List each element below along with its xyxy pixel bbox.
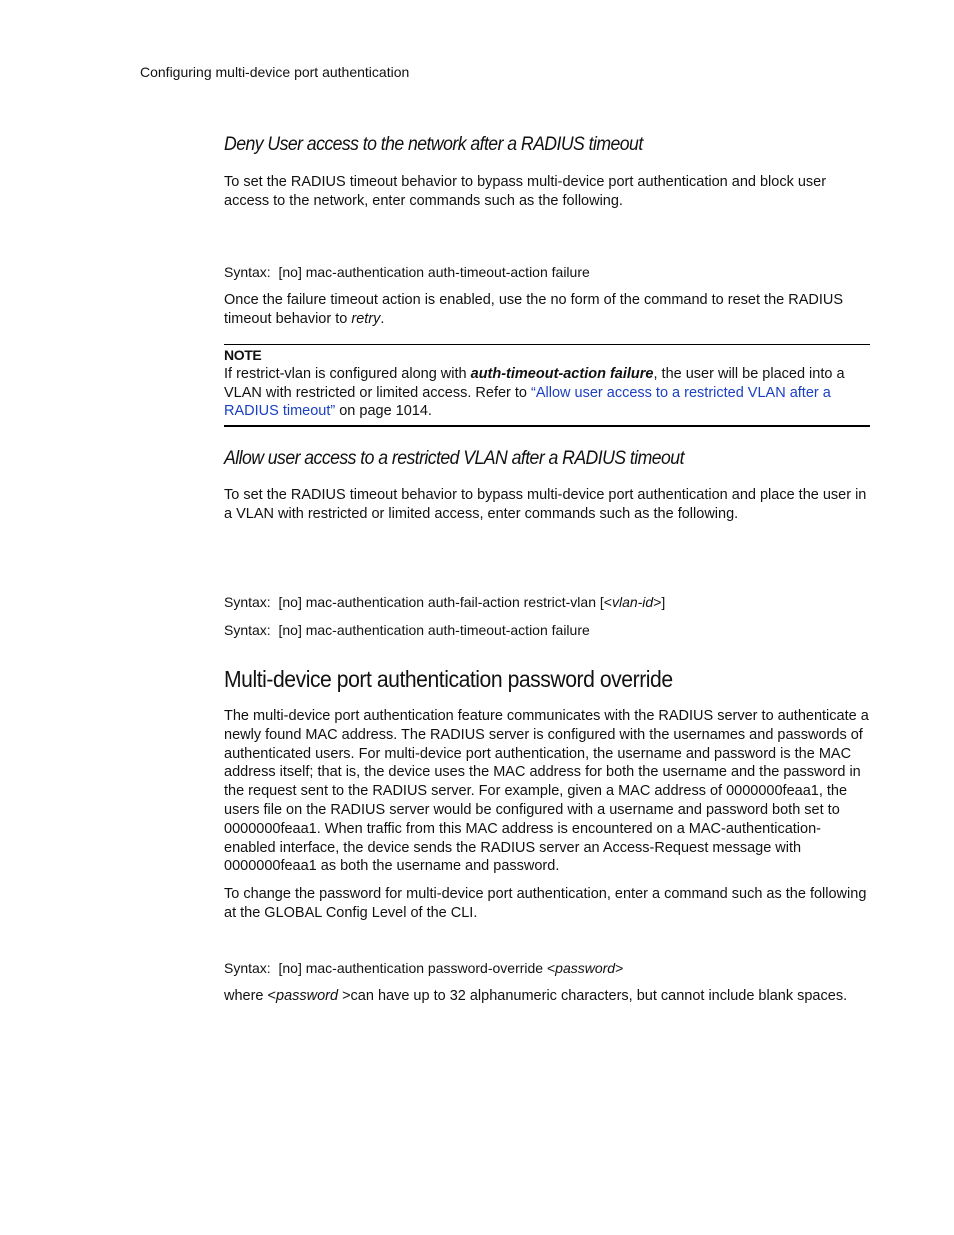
- syntax-bracket-open: [<: [595, 594, 612, 610]
- text-run: Once the failure timeout action is enabled, use the: [224, 292, 551, 308]
- syntax-label: Syntax:: [224, 264, 271, 280]
- running-header: Configuring multi-device port authentication: [140, 64, 410, 80]
- note-top-rule: [224, 344, 870, 345]
- keyword-restrict-vlan: restrict-vlan: [236, 366, 312, 382]
- paragraph-password-description: The multi-device port authentication feature communicates with the RADIUS server to authenticate a newly found MAC address. The RADIUS server is configured with the usernames and passwords of authenticated users. For multi-device port authentication, the username and password is the MAC address itself; that is, the device uses the MAC address for both the username and the password in the request sent to the RADIUS server. For example, given a MAC address of 0000000feaa1, the users file on the RADIUS server would be configured with a username and password both set to 0000000feaa1. When traffic from this MAC address is encountered on a MAC-authentication-enabled interface, the device sends the RADIUS server an Access-Request message with 0000000feaa1 as both the username and password.: [224, 708, 869, 875]
- syntax-bracket-close: >]: [653, 594, 666, 610]
- note-title: NOTE: [224, 347, 262, 363]
- syntax-deny: [224, 264, 590, 280]
- heading-allow-user-access: Allow user access to a restricted VLAN after a RADIUS timeout: [224, 448, 684, 469]
- syntax-optional-no: [no]: [278, 960, 302, 976]
- keyword-retry: retry: [351, 310, 381, 327]
- syntax-argument: vlan-id: [611, 594, 654, 610]
- text-run: form of the command to reset the RADIUS timeout behavior to: [224, 292, 844, 327]
- note-body: [224, 365, 864, 421]
- syntax-command: mac-authentication password-override: [305, 960, 544, 976]
- paragraph-password-instruction: To change the password for multi-device port authentication, enter a command such as the following at the GLOBAL Config Level of the CLI.: [224, 886, 867, 921]
- text-run: where <: [224, 988, 276, 1004]
- cross-reference-link[interactable]: “Allow user access to a restricted VLAN after a RADIUS timeout”: [224, 384, 831, 419]
- text-run: .: [380, 310, 385, 327]
- syntax-optional-no: [no]: [278, 264, 302, 280]
- syntax-bracket-open: <: [543, 960, 556, 976]
- keyword-auth-timeout-action-failure: auth-timeout-action failure: [470, 366, 654, 382]
- syntax-label: Syntax:: [224, 622, 271, 638]
- syntax-argument: password: [555, 960, 616, 976]
- paragraph-allow-intro: To set the RADIUS timeout behavior to bypass multi-device port authentication and place the user in a VLAN with restricted or limited access, enter commands such as the following.: [224, 487, 867, 522]
- heading-password-override: Multi-device port authentication password override: [224, 666, 673, 692]
- syntax-allow-timeout-failure: [224, 622, 590, 638]
- syntax-command: mac-authentication auth-timeout-action failure: [305, 264, 590, 280]
- paragraph-password-where: [224, 987, 870, 1006]
- text-run: is configured along with: [311, 366, 471, 382]
- keyword-no: no: [550, 292, 567, 308]
- text-run: on page 1014.: [335, 403, 432, 419]
- syntax-label: Syntax:: [224, 594, 271, 610]
- syntax-allow-restrict-vlan: [224, 594, 665, 610]
- text-run: >can have up to 32 alphanumeric characters, but cannot include blank spaces.: [338, 988, 848, 1004]
- syntax-optional-no: [no]: [278, 622, 302, 638]
- note-bottom-rule: [224, 425, 870, 427]
- paragraph-deny-intro: To set the RADIUS timeout behavior to bypass multi-device port authentication and block user access to the network, enter commands such as the following.: [224, 174, 827, 209]
- heading-deny-user-access: Deny User access to the network after a RADIUS timeout: [224, 134, 643, 155]
- syntax-label: Syntax:: [224, 960, 271, 976]
- argument-password: password: [276, 988, 339, 1004]
- syntax-password-override: [224, 960, 623, 976]
- syntax-command: mac-authentication auth-fail-action restrict-vlan: [305, 594, 596, 610]
- paragraph-deny-after: [224, 291, 870, 329]
- text-run: , the user will be placed into a VLAN with restricted or limited access. Refer to: [224, 366, 845, 401]
- syntax-command: mac-authentication auth-timeout-action failure: [305, 622, 590, 638]
- text-run: If: [224, 366, 237, 382]
- syntax-optional-no: [no]: [278, 594, 302, 610]
- syntax-bracket-close: >: [615, 960, 624, 976]
